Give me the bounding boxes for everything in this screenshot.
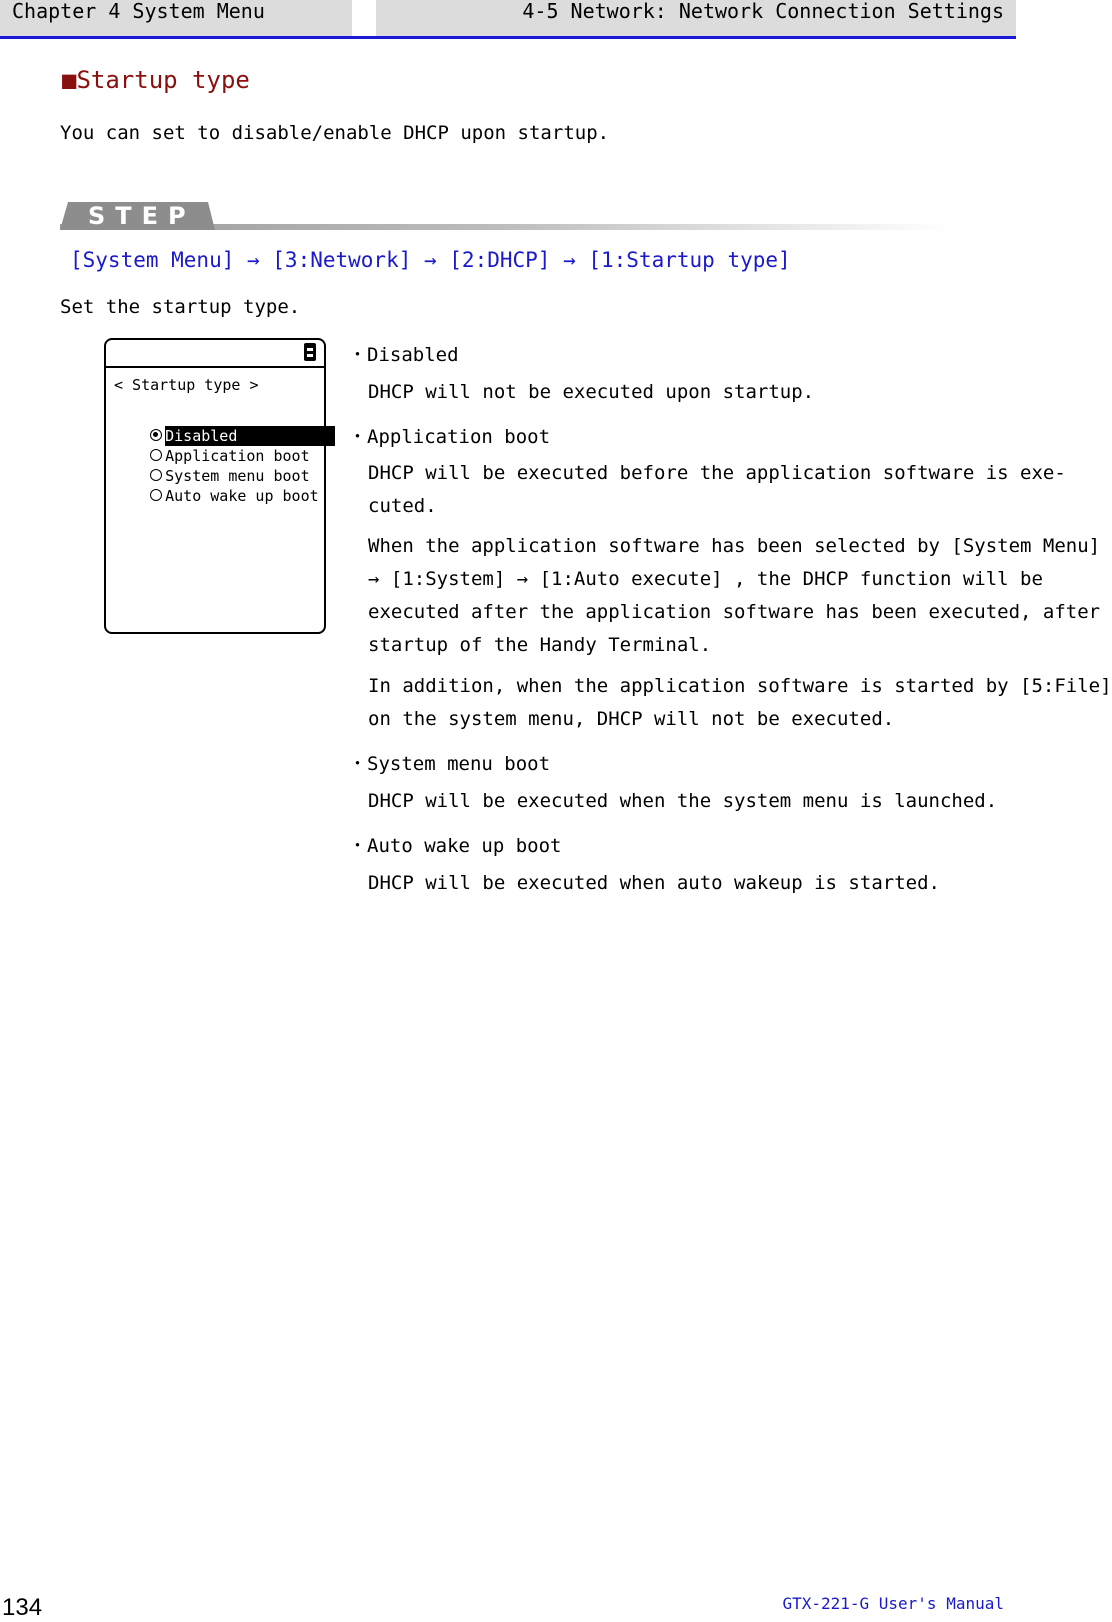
radio-empty-icon bbox=[150, 489, 162, 501]
desc-auto-wake-line: DHCP will be executed when auto wakeup is started. bbox=[368, 872, 940, 894]
desc-application-line: executed after the application software has been executed, after bbox=[368, 601, 1101, 623]
desc-disabled-line: DHCP will not be executed upon startup. bbox=[368, 381, 815, 403]
instruction-text: Set the startup type. bbox=[60, 296, 301, 318]
device-screen-title: < Startup type > bbox=[114, 376, 259, 394]
header-divider bbox=[352, 0, 376, 36]
desc-application-line: When the application software has been selected by [System Menu] bbox=[368, 535, 1101, 557]
option-label: Disabled bbox=[165, 426, 335, 446]
desc-application-line: In addition, when the application software is started by [5:File] bbox=[368, 675, 1112, 697]
option-application-boot[interactable] bbox=[114, 426, 310, 465]
option-disabled[interactable] bbox=[114, 406, 335, 445]
device-screen bbox=[104, 338, 326, 634]
intro-text: You can set to disable/enable DHCP upon startup. bbox=[60, 122, 610, 144]
option-system-menu-boot[interactable] bbox=[114, 446, 310, 485]
manual-title: GTX-221-G User's Manual bbox=[782, 1594, 1004, 1613]
option-label: System menu boot bbox=[165, 467, 310, 485]
desc-application-line: DHCP will be executed before the application software is exe- bbox=[368, 462, 1066, 484]
device-status-bar bbox=[106, 340, 324, 368]
option-auto-wake-up-boot[interactable] bbox=[114, 466, 319, 505]
battery-icon bbox=[304, 343, 316, 361]
desc-application-line: → [1:System] → [1:Auto execute] , the DHCP function will be bbox=[368, 568, 1043, 590]
option-label: Application boot bbox=[165, 447, 310, 465]
option-label: Auto wake up boot bbox=[165, 487, 319, 505]
menu-path: [System Menu] → [3:Network] → [2:DHCP] → [1:Startup type] bbox=[70, 248, 791, 272]
step-banner bbox=[60, 202, 950, 232]
desc-application-line: on the system menu, DHCP will not be executed. bbox=[368, 708, 895, 730]
desc-application-title: ・Application boot bbox=[348, 426, 551, 448]
page-header bbox=[0, 0, 1016, 39]
chapter-title: Chapter 4 System Menu bbox=[12, 0, 265, 23]
desc-application-line: cuted. bbox=[368, 495, 437, 517]
desc-disabled-title: ・Disabled bbox=[348, 344, 459, 366]
page-number: 134 bbox=[2, 1594, 43, 1621]
desc-auto-wake-title: ・Auto wake up boot bbox=[348, 835, 562, 857]
desc-system-menu-line: DHCP will be executed when the system menu is launched. bbox=[368, 790, 998, 812]
step-label: STEP bbox=[88, 202, 196, 230]
section-title: ■Startup type bbox=[62, 66, 250, 94]
section-header: 4-5 Network: Network Connection Settings bbox=[522, 0, 1004, 23]
desc-system-menu-title: ・System menu boot bbox=[348, 753, 551, 775]
desc-application-line: startup of the Handy Terminal. bbox=[368, 634, 712, 656]
